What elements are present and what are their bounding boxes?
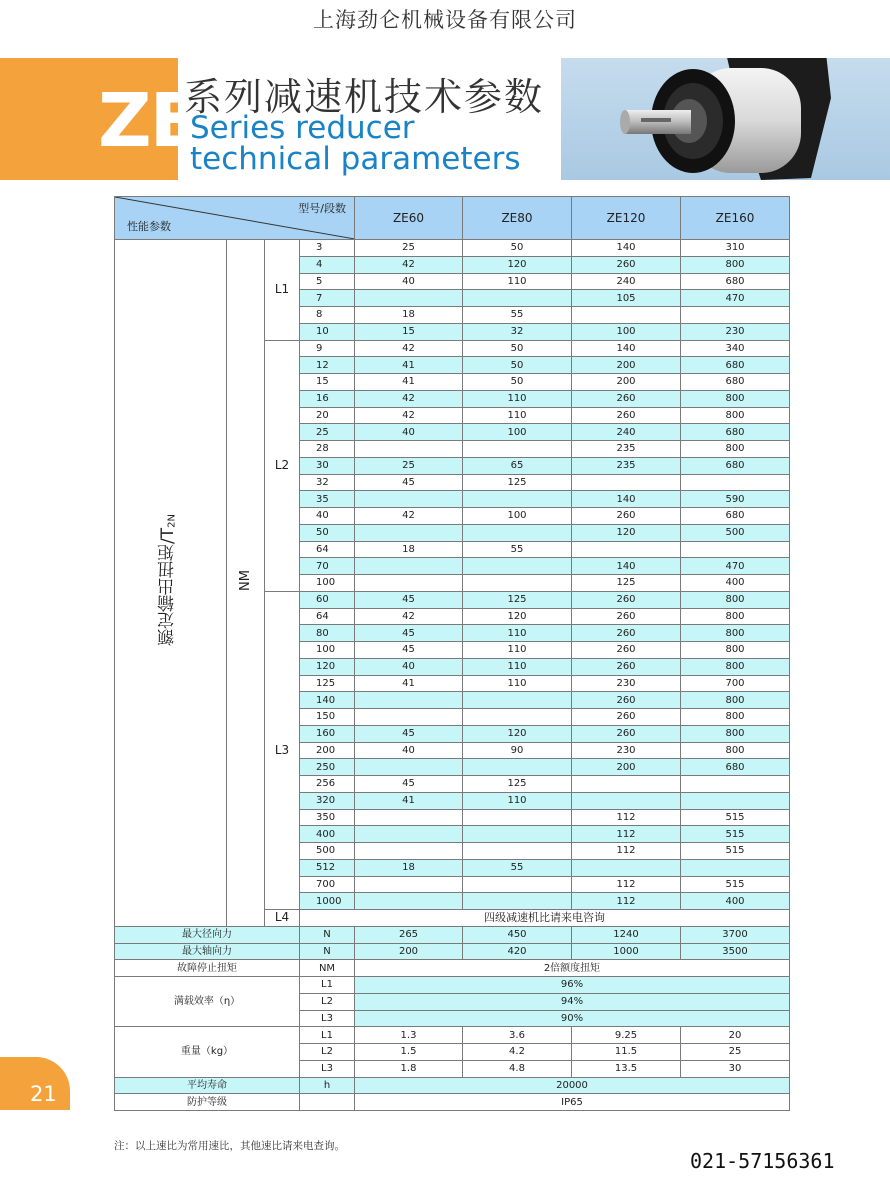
torque-value-cell: 42 bbox=[355, 256, 463, 273]
torque-value-cell bbox=[572, 541, 681, 558]
ratio-cell: 500 bbox=[300, 843, 355, 860]
weight-value: 1.8 bbox=[355, 1060, 463, 1077]
torque-value-cell: 470 bbox=[681, 558, 790, 575]
torque-value-cell: 260 bbox=[572, 591, 681, 608]
torque-value-cell: 260 bbox=[572, 508, 681, 525]
torque-value-cell: 260 bbox=[572, 709, 681, 726]
torque-value-cell: 260 bbox=[572, 658, 681, 675]
torque-value-cell bbox=[463, 876, 572, 893]
torque-value-cell: 90 bbox=[463, 742, 572, 759]
torque-value-cell: 110 bbox=[463, 407, 572, 424]
model-header: ZE120 bbox=[572, 197, 681, 240]
efficiency-value: 94% bbox=[355, 993, 790, 1010]
torque-value-cell: 110 bbox=[463, 625, 572, 642]
torque-value-cell: 235 bbox=[572, 457, 681, 474]
torque-value-cell bbox=[572, 474, 681, 491]
title-english: Series reducer technical parameters bbox=[190, 110, 521, 177]
torque-value-cell: 112 bbox=[572, 893, 681, 910]
torque-value-cell: 140 bbox=[572, 491, 681, 508]
radial-force-value: 450 bbox=[463, 926, 572, 943]
torque-value-cell: 680 bbox=[681, 273, 790, 290]
protection-unit bbox=[300, 1094, 355, 1111]
weight-value: 1.3 bbox=[355, 1027, 463, 1044]
torque-value-cell bbox=[463, 826, 572, 843]
radial-force-label: 最大径向力 bbox=[115, 926, 300, 943]
weight-value: 20 bbox=[681, 1027, 790, 1044]
torque-value-cell: 200 bbox=[572, 374, 681, 391]
efficiency-row bbox=[115, 977, 790, 994]
weight-value: 11.5 bbox=[572, 1044, 681, 1061]
ratio-cell: 320 bbox=[300, 792, 355, 809]
torque-value-cell: 515 bbox=[681, 843, 790, 860]
torque-value-cell bbox=[463, 692, 572, 709]
axial-force-unit: N bbox=[300, 943, 355, 960]
ratio-cell: 7 bbox=[300, 290, 355, 307]
torque-value-cell: 515 bbox=[681, 809, 790, 826]
torque-value-cell: 140 bbox=[572, 240, 681, 257]
torque-value-cell: 25 bbox=[355, 457, 463, 474]
efficiency-value: 96% bbox=[355, 977, 790, 994]
torque-value-cell: 240 bbox=[572, 424, 681, 441]
stage-label: L4 bbox=[265, 910, 300, 927]
torque-value-cell: 15 bbox=[355, 323, 463, 340]
torque-value-cell: 800 bbox=[681, 658, 790, 675]
torque-value-cell bbox=[355, 558, 463, 575]
torque-value-cell bbox=[355, 290, 463, 307]
weight-value: 1.5 bbox=[355, 1044, 463, 1061]
efficiency-value: 90% bbox=[355, 1010, 790, 1027]
torque-value-cell bbox=[355, 759, 463, 776]
torque-value-cell: 18 bbox=[355, 859, 463, 876]
torque-value-cell: 100 bbox=[572, 323, 681, 340]
life-label: 平均寿命 bbox=[115, 1077, 300, 1094]
radial-force-row bbox=[115, 926, 790, 943]
stage-label: L3 bbox=[265, 591, 300, 909]
weight-stage: L3 bbox=[300, 1060, 355, 1077]
model-header: ZE160 bbox=[681, 197, 790, 240]
torque-value-cell: 50 bbox=[463, 340, 572, 357]
ratio-cell: 256 bbox=[300, 776, 355, 793]
torque-value-cell: 42 bbox=[355, 340, 463, 357]
torque-value-cell: 110 bbox=[463, 642, 572, 659]
torque-value-cell: 55 bbox=[463, 859, 572, 876]
torque-value-cell: 800 bbox=[681, 725, 790, 742]
weight-value: 13.5 bbox=[572, 1060, 681, 1077]
torque-value-cell: 800 bbox=[681, 256, 790, 273]
torque-value-cell: 400 bbox=[681, 575, 790, 592]
protection-row bbox=[115, 1094, 790, 1111]
ratio-cell: 60 bbox=[300, 591, 355, 608]
torque-value-cell bbox=[355, 575, 463, 592]
torque-value-cell bbox=[681, 474, 790, 491]
ratio-cell: 9 bbox=[300, 340, 355, 357]
torque-value-cell: 125 bbox=[463, 474, 572, 491]
torque-value-cell: 50 bbox=[463, 357, 572, 374]
torque-value-cell: 55 bbox=[463, 307, 572, 324]
ratio-cell: 250 bbox=[300, 759, 355, 776]
torque-value-cell: 40 bbox=[355, 742, 463, 759]
torque-value-cell: 240 bbox=[572, 273, 681, 290]
torque-value-cell: 140 bbox=[572, 340, 681, 357]
ratio-cell: 28 bbox=[300, 441, 355, 458]
torque-value-cell: 700 bbox=[681, 675, 790, 692]
torque-value-cell: 40 bbox=[355, 424, 463, 441]
weight-value: 30 bbox=[681, 1060, 790, 1077]
torque-value-cell: 260 bbox=[572, 625, 681, 642]
torque-value-cell bbox=[355, 491, 463, 508]
ratio-cell: 80 bbox=[300, 625, 355, 642]
ratio-cell: 150 bbox=[300, 709, 355, 726]
ratio-cell: 64 bbox=[300, 541, 355, 558]
torque-value-cell: 41 bbox=[355, 357, 463, 374]
torque-value-cell: 800 bbox=[681, 709, 790, 726]
weight-stage: L2 bbox=[300, 1044, 355, 1061]
torque-value-cell: 800 bbox=[681, 625, 790, 642]
ratio-cell: 15 bbox=[300, 374, 355, 391]
torque-value-cell bbox=[463, 893, 572, 910]
torque-value-cell: 400 bbox=[681, 893, 790, 910]
torque-value-cell: 110 bbox=[463, 792, 572, 809]
ratio-cell: 512 bbox=[300, 859, 355, 876]
torque-value-cell: 800 bbox=[681, 441, 790, 458]
torque-value-cell bbox=[681, 541, 790, 558]
torque-value-cell: 112 bbox=[572, 809, 681, 826]
ratio-cell: 4 bbox=[300, 256, 355, 273]
torque-value-cell: 45 bbox=[355, 642, 463, 659]
phone-number: 021-57156361 bbox=[690, 1149, 835, 1173]
torque-value-cell: 125 bbox=[572, 575, 681, 592]
torque-value-cell: 680 bbox=[681, 457, 790, 474]
torque-value-cell bbox=[463, 709, 572, 726]
torque-value-cell: 55 bbox=[463, 541, 572, 558]
ratio-cell: 10 bbox=[300, 323, 355, 340]
stop-torque-row bbox=[115, 960, 790, 977]
torque-value-cell: 42 bbox=[355, 390, 463, 407]
torque-value-cell: 45 bbox=[355, 474, 463, 491]
torque-value-cell: 340 bbox=[681, 340, 790, 357]
ratio-cell: 16 bbox=[300, 390, 355, 407]
torque-value-cell: 50 bbox=[463, 240, 572, 257]
ratio-cell: 40 bbox=[300, 508, 355, 525]
series-logo: ZE bbox=[98, 78, 199, 164]
torque-value-cell: 200 bbox=[572, 759, 681, 776]
torque-value-cell bbox=[463, 441, 572, 458]
torque-value-cell: 45 bbox=[355, 725, 463, 742]
ratio-cell: 1000 bbox=[300, 893, 355, 910]
torque-value-cell: 65 bbox=[463, 457, 572, 474]
ratio-cell: 700 bbox=[300, 876, 355, 893]
ratio-cell: 160 bbox=[300, 725, 355, 742]
torque-value-cell bbox=[463, 809, 572, 826]
torque-value-cell bbox=[463, 575, 572, 592]
torque-value-cell bbox=[463, 843, 572, 860]
ratio-cell: 140 bbox=[300, 692, 355, 709]
radial-force-value: 265 bbox=[355, 926, 463, 943]
torque-value-cell: 515 bbox=[681, 826, 790, 843]
torque-label: 额定输出扭矩$/T_{2N}$ bbox=[158, 514, 179, 647]
torque-value-cell: 40 bbox=[355, 273, 463, 290]
torque-value-cell: 260 bbox=[572, 642, 681, 659]
ratio-cell: 5 bbox=[300, 273, 355, 290]
ratio-cell: 50 bbox=[300, 524, 355, 541]
stage-label: L2 bbox=[265, 340, 300, 591]
torque-value-cell bbox=[463, 558, 572, 575]
ratio-cell: 100 bbox=[300, 575, 355, 592]
torque-value-cell bbox=[355, 843, 463, 860]
ratio-cell: 70 bbox=[300, 558, 355, 575]
ratio-cell: 32 bbox=[300, 474, 355, 491]
torque-value-cell bbox=[463, 759, 572, 776]
torque-value-cell: 260 bbox=[572, 608, 681, 625]
torque-value-cell: 25 bbox=[355, 240, 463, 257]
footnote: 注：以上速比为常用速比，其他速比请来电查询。 bbox=[114, 1140, 345, 1152]
weight-value: 4.8 bbox=[463, 1060, 572, 1077]
ratio-cell: 125 bbox=[300, 675, 355, 692]
ratio-cell: 400 bbox=[300, 826, 355, 843]
torque-unit-cell bbox=[227, 240, 265, 927]
torque-value-cell bbox=[681, 792, 790, 809]
torque-value-cell: 680 bbox=[681, 508, 790, 525]
torque-value-cell: 120 bbox=[463, 608, 572, 625]
stop-torque-label: 故障停止扭矩 bbox=[115, 960, 300, 977]
torque-value-cell bbox=[355, 876, 463, 893]
torque-value-cell: 120 bbox=[572, 524, 681, 541]
efficiency-stage: L3 bbox=[300, 1010, 355, 1027]
spec-table-wrapper bbox=[114, 196, 790, 1111]
ratio-cell: 35 bbox=[300, 491, 355, 508]
torque-value-cell: 470 bbox=[681, 290, 790, 307]
torque-value-cell: 125 bbox=[463, 591, 572, 608]
ratio-cell: 30 bbox=[300, 457, 355, 474]
ratio-cell: 12 bbox=[300, 357, 355, 374]
torque-value-cell: 680 bbox=[681, 357, 790, 374]
torque-value-cell: 125 bbox=[463, 776, 572, 793]
torque-value-cell: 230 bbox=[572, 675, 681, 692]
stage-label: L1 bbox=[265, 240, 300, 341]
torque-value-cell: 120 bbox=[463, 256, 572, 273]
torque-value-cell bbox=[463, 491, 572, 508]
torque-value-cell: 230 bbox=[681, 323, 790, 340]
torque-value-cell: 45 bbox=[355, 625, 463, 642]
torque-value-cell: 800 bbox=[681, 642, 790, 659]
torque-value-cell: 260 bbox=[572, 725, 681, 742]
torque-value-cell: 680 bbox=[681, 374, 790, 391]
torque-value-cell: 41 bbox=[355, 675, 463, 692]
torque-value-cell: 42 bbox=[355, 508, 463, 525]
torque-value-cell bbox=[681, 307, 790, 324]
torque-value-cell bbox=[355, 809, 463, 826]
life-row bbox=[115, 1077, 790, 1094]
torque-value-cell: 41 bbox=[355, 374, 463, 391]
axial-force-row bbox=[115, 943, 790, 960]
torque-value-cell: 42 bbox=[355, 608, 463, 625]
torque-value-cell: 230 bbox=[572, 742, 681, 759]
ratio-cell: 350 bbox=[300, 809, 355, 826]
ratio-cell: 200 bbox=[300, 742, 355, 759]
spec-table bbox=[114, 196, 790, 1111]
title-chinese: 系列减速机技术参数 bbox=[184, 75, 545, 119]
torque-value-cell: 260 bbox=[572, 407, 681, 424]
weight-value: 3.6 bbox=[463, 1027, 572, 1044]
torque-value-cell: 260 bbox=[572, 390, 681, 407]
torque-value-cell: 41 bbox=[355, 792, 463, 809]
corner-model-label: 型号/段数 bbox=[298, 202, 346, 215]
life-value: 20000 bbox=[355, 1077, 790, 1094]
torque-value-cell bbox=[355, 692, 463, 709]
ratio-cell: 3 bbox=[300, 240, 355, 257]
torque-value-cell: 235 bbox=[572, 441, 681, 458]
stop-torque-unit: NM bbox=[300, 960, 355, 977]
torque-value-cell: 800 bbox=[681, 742, 790, 759]
ratio-cell: 20 bbox=[300, 407, 355, 424]
torque-value-cell: 40 bbox=[355, 658, 463, 675]
page-number: 21 bbox=[30, 1082, 57, 1106]
radial-force-unit: N bbox=[300, 926, 355, 943]
ratio-cell: 120 bbox=[300, 658, 355, 675]
torque-value-cell: 100 bbox=[463, 508, 572, 525]
torque-value-cell: 200 bbox=[572, 357, 681, 374]
torque-value-cell: 680 bbox=[681, 759, 790, 776]
torque-value-cell: 800 bbox=[681, 390, 790, 407]
weight-value: 25 bbox=[681, 1044, 790, 1061]
ratio-cell: 64 bbox=[300, 608, 355, 625]
torque-value-cell: 112 bbox=[572, 876, 681, 893]
torque-value-cell bbox=[355, 524, 463, 541]
torque-value-cell: 800 bbox=[681, 591, 790, 608]
torque-value-cell: 112 bbox=[572, 843, 681, 860]
torque-unit: NM bbox=[238, 569, 253, 591]
reducer-illustration bbox=[561, 58, 890, 180]
axial-force-value: 200 bbox=[355, 943, 463, 960]
torque-value-cell bbox=[463, 290, 572, 307]
torque-value-cell: 18 bbox=[355, 541, 463, 558]
misc-body bbox=[115, 926, 790, 1110]
reducer-product-image bbox=[561, 58, 890, 180]
torque-value-cell: 50 bbox=[463, 374, 572, 391]
torque-value-cell: 310 bbox=[681, 240, 790, 257]
torque-value-cell: 105 bbox=[572, 290, 681, 307]
torque-value-cell bbox=[355, 441, 463, 458]
stop-torque-value: 2倍额度扭矩 bbox=[355, 960, 790, 977]
radial-force-value: 3700 bbox=[681, 926, 790, 943]
axial-force-value: 420 bbox=[463, 943, 572, 960]
corner-param-label: 性能参数 bbox=[127, 220, 171, 233]
radial-force-value: 1240 bbox=[572, 926, 681, 943]
torque-value-cell: 45 bbox=[355, 591, 463, 608]
torque-value-cell bbox=[355, 893, 463, 910]
company-name: 上海劲仑机械设备有限公司 bbox=[313, 8, 577, 32]
torque-value-cell: 32 bbox=[463, 323, 572, 340]
torque-value-cell: 500 bbox=[681, 524, 790, 541]
protection-label: 防护等级 bbox=[115, 1094, 300, 1111]
torque-value-cell: 260 bbox=[572, 256, 681, 273]
torque-value-cell bbox=[572, 859, 681, 876]
axial-force-value: 1000 bbox=[572, 943, 681, 960]
torque-value-cell bbox=[681, 776, 790, 793]
torque-value-cell: 110 bbox=[463, 390, 572, 407]
efficiency-label: 满载效率（η） bbox=[115, 977, 300, 1027]
torque-value-cell bbox=[463, 524, 572, 541]
torque-value-cell: 18 bbox=[355, 307, 463, 324]
torque-value-cell: 590 bbox=[681, 491, 790, 508]
efficiency-stage: L2 bbox=[300, 993, 355, 1010]
weight-stage: L1 bbox=[300, 1027, 355, 1044]
weight-value: 4.2 bbox=[463, 1044, 572, 1061]
torque-body bbox=[115, 240, 790, 927]
efficiency-stage: L1 bbox=[300, 977, 355, 994]
torque-value-cell bbox=[572, 776, 681, 793]
torque-value-cell bbox=[572, 307, 681, 324]
torque-value-cell bbox=[355, 826, 463, 843]
torque-value-cell bbox=[572, 792, 681, 809]
axial-force-value: 3500 bbox=[681, 943, 790, 960]
model-header: ZE60 bbox=[355, 197, 463, 240]
torque-value-cell bbox=[355, 709, 463, 726]
protection-value: IP65 bbox=[355, 1094, 790, 1111]
torque-value-cell: 42 bbox=[355, 407, 463, 424]
torque-value-cell bbox=[681, 859, 790, 876]
life-unit: h bbox=[300, 1077, 355, 1094]
ratio-cell: 8 bbox=[300, 307, 355, 324]
weight-value: 9.25 bbox=[572, 1027, 681, 1044]
ratio-cell: 25 bbox=[300, 424, 355, 441]
torque-value-cell: 120 bbox=[463, 725, 572, 742]
torque-value-cell: 140 bbox=[572, 558, 681, 575]
axial-force-label: 最大轴向力 bbox=[115, 943, 300, 960]
l4-note: 四级减速机比请来电咨询 bbox=[300, 910, 790, 927]
torque-label-cell bbox=[115, 240, 227, 927]
weight-label: 重量（kg） bbox=[115, 1027, 300, 1077]
torque-value-cell: 100 bbox=[463, 424, 572, 441]
torque-value-cell: 112 bbox=[572, 826, 681, 843]
torque-value-cell: 110 bbox=[463, 675, 572, 692]
torque-value-cell: 45 bbox=[355, 776, 463, 793]
torque-value-cell: 110 bbox=[463, 273, 572, 290]
ratio-cell: 100 bbox=[300, 642, 355, 659]
torque-value-cell: 800 bbox=[681, 692, 790, 709]
torque-value-cell: 515 bbox=[681, 876, 790, 893]
torque-value-cell: 800 bbox=[681, 407, 790, 424]
torque-row bbox=[115, 240, 790, 257]
header-corner bbox=[115, 197, 355, 240]
torque-value-cell: 800 bbox=[681, 608, 790, 625]
torque-value-cell: 680 bbox=[681, 424, 790, 441]
torque-value-cell: 260 bbox=[572, 692, 681, 709]
weight-row bbox=[115, 1027, 790, 1044]
model-header: ZE80 bbox=[463, 197, 572, 240]
torque-value-cell: 110 bbox=[463, 658, 572, 675]
